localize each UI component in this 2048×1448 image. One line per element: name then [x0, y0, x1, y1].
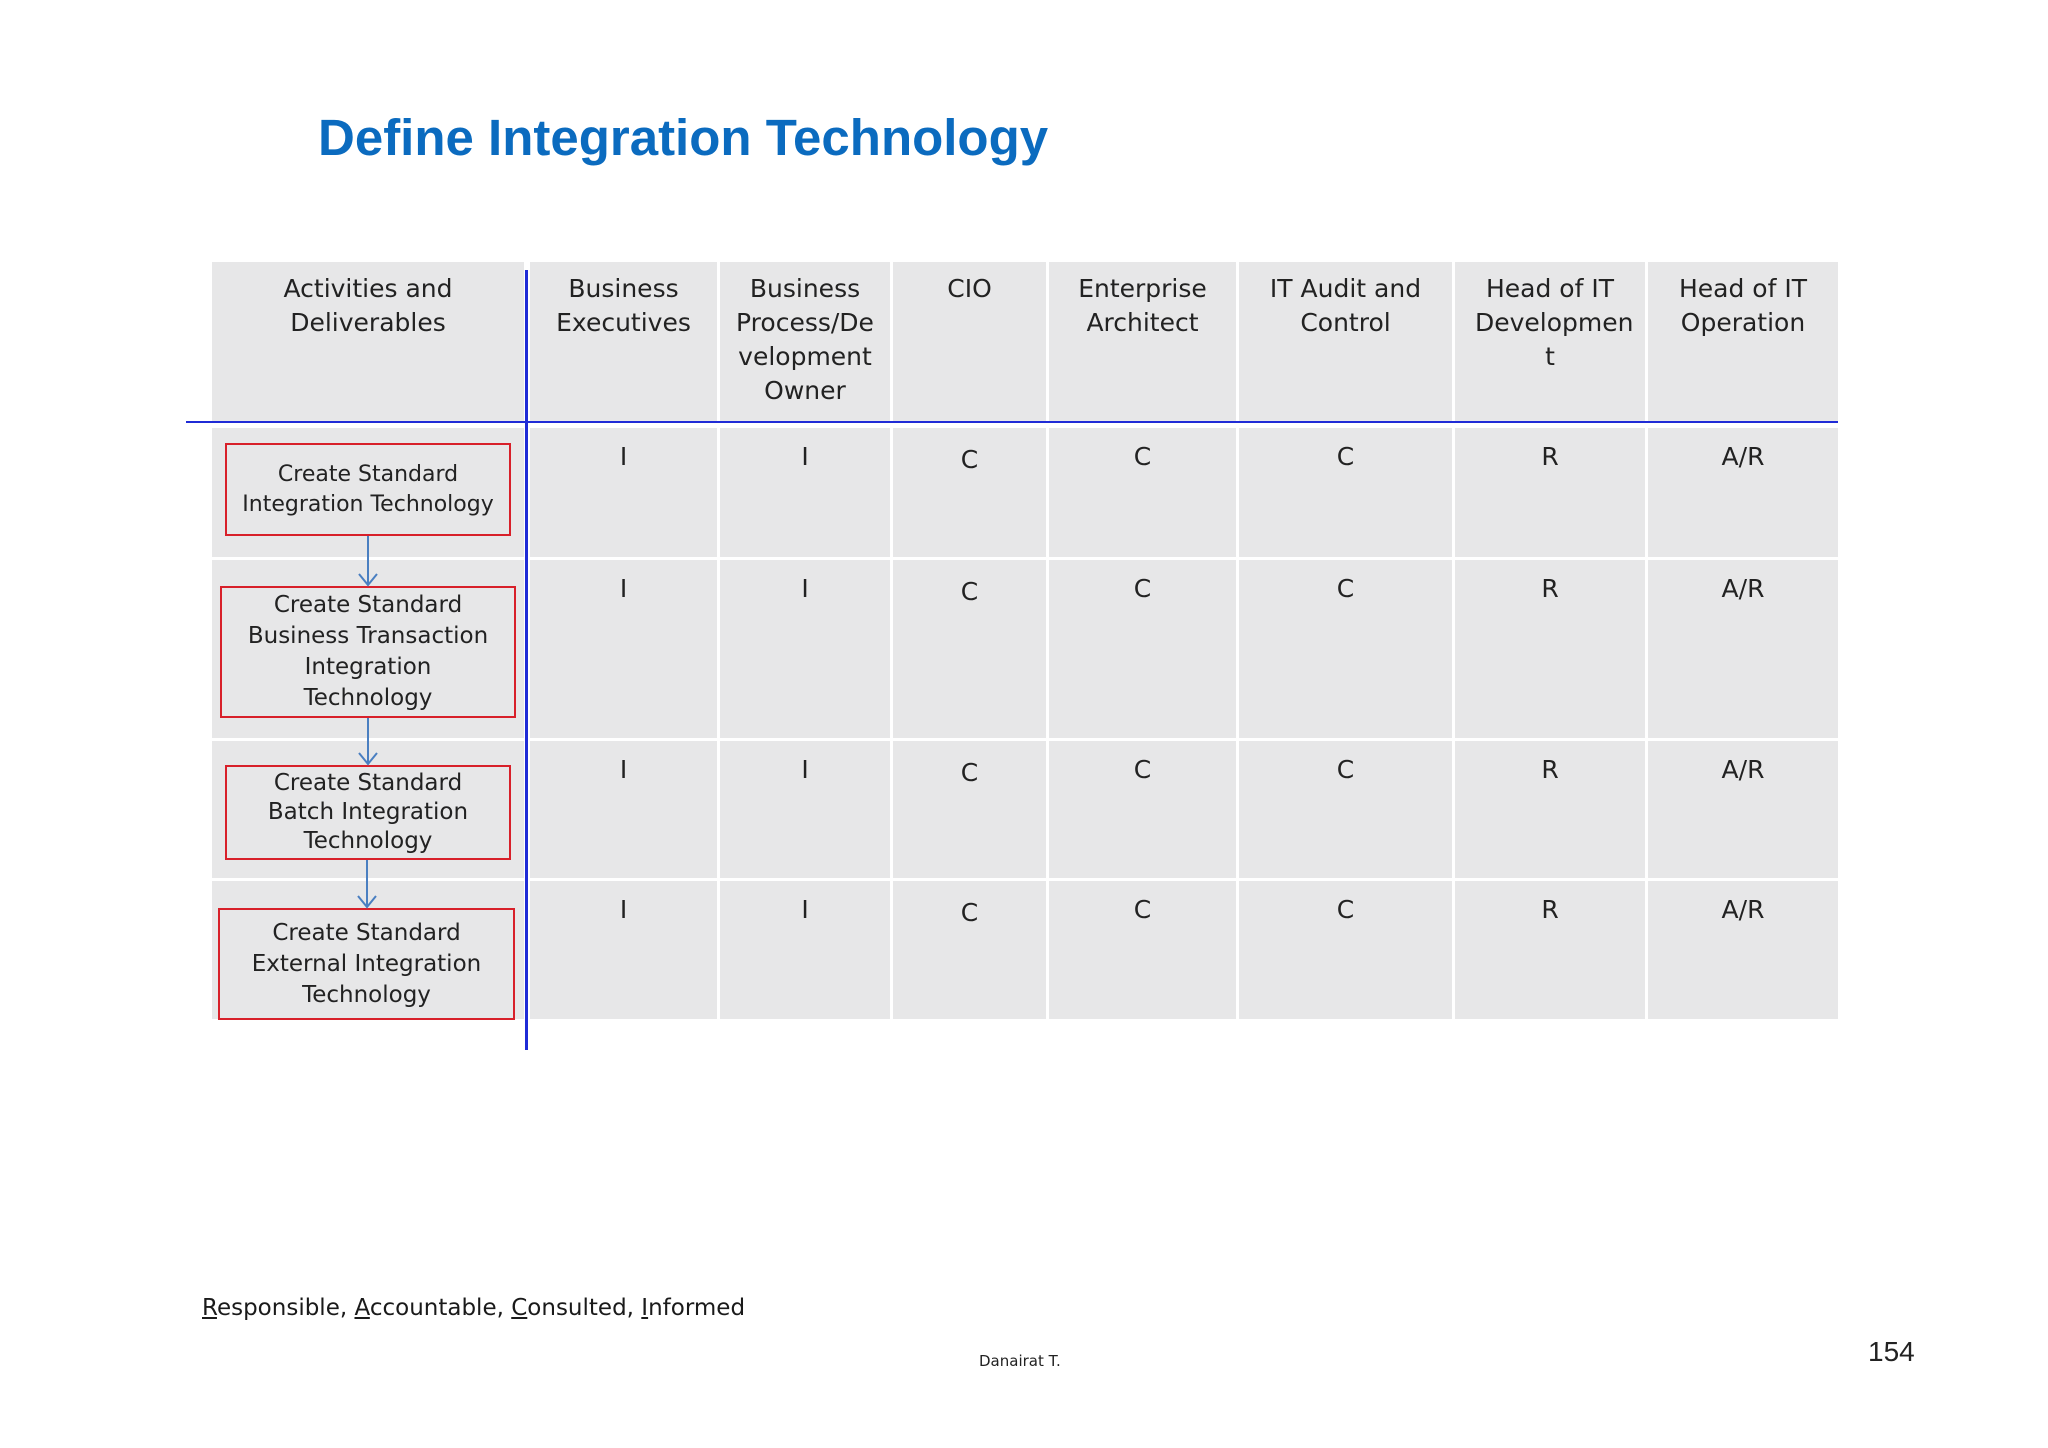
rasci-cell: C: [893, 428, 1046, 557]
activity-label: Create Standard External Integration Technology: [251, 919, 482, 1008]
header-head-it-operation-label: Head of IT Operation: [1678, 274, 1807, 337]
rasci-cell: C: [1239, 428, 1452, 557]
header-business-executives: [530, 262, 717, 421]
header-cio: [893, 262, 1046, 421]
rasci-cell: I: [720, 560, 890, 738]
rasci-cell: R: [1455, 560, 1645, 738]
header-cio-label: CIO: [947, 274, 992, 303]
activity-label: Create Standard Batch Integration Technology: [267, 770, 469, 854]
header-head-it-development-label: Head of IT Developmen t: [1475, 274, 1634, 371]
rasci-cell: A/R: [1648, 881, 1838, 1019]
legend-text: nformed: [648, 1295, 746, 1321]
page-number: 154: [1868, 1336, 1915, 1367]
legend-text: ccountable,: [369, 1295, 512, 1321]
rasci-cell: I: [720, 881, 890, 1019]
activity-label: Create Standard Integration Technology: [242, 461, 494, 517]
rasci-cell: C: [1239, 741, 1452, 878]
header-business-process-owner: [720, 262, 890, 421]
activity-label: Create Standard Business Transaction Integration Technology: [247, 592, 489, 711]
rasci-cell: A/R: [1648, 560, 1838, 738]
header-enterprise-architect: [1049, 262, 1236, 421]
legend-letter-c: C: [511, 1295, 528, 1321]
rasci-cell: C: [1239, 560, 1452, 738]
flow-arrow-icon: [355, 860, 379, 910]
legend-text: onsulted,: [527, 1295, 642, 1321]
header-activities-label: Activities and Deliverables: [283, 274, 453, 337]
rasci-cell: C: [893, 741, 1046, 878]
rasci-cell: R: [1455, 881, 1645, 1019]
rasci-cell: I: [530, 881, 717, 1019]
slide-title: Define Integration Technology: [318, 109, 1049, 166]
header-business-process-owner-label: Business Process/De velopment Owner: [736, 274, 874, 405]
activity-box-external-integration: [218, 908, 515, 1020]
rasci-cell: A/R: [1648, 428, 1838, 557]
rasci-cell: C: [1049, 741, 1236, 878]
rasci-cell: C: [1239, 881, 1452, 1019]
raci-legend: [202, 1295, 745, 1321]
rasci-cell: I: [720, 428, 890, 557]
header-activities: [212, 262, 524, 421]
header-it-audit-control: [1239, 262, 1452, 421]
header-enterprise-architect-label: Enterprise Architect: [1078, 274, 1207, 337]
rasci-cell: A/R: [1648, 741, 1838, 878]
horizontal-divider-line: [186, 421, 1838, 423]
header-head-it-operation: [1648, 262, 1838, 421]
header-head-it-development: [1455, 262, 1645, 421]
flow-arrow-icon: [356, 718, 380, 767]
legend-letter-r: R: [202, 1295, 217, 1321]
author-footer: Danairat T.: [979, 1352, 1061, 1370]
rasci-cell: C: [893, 881, 1046, 1019]
rasci-cell: I: [530, 428, 717, 557]
rasci-cell: C: [1049, 560, 1236, 738]
rasci-cell: I: [530, 560, 717, 738]
activity-box-batch-integration: [225, 765, 511, 860]
rasci-cell: I: [720, 741, 890, 878]
legend-letter-a: A: [354, 1295, 370, 1321]
flow-arrow-icon: [356, 536, 380, 588]
rasci-cell: R: [1455, 428, 1645, 557]
rasci-cell: C: [893, 560, 1046, 738]
header-it-audit-control-label: IT Audit and Control: [1269, 274, 1422, 337]
rasci-cell: C: [1049, 428, 1236, 557]
activity-box-business-transaction: [220, 586, 516, 718]
rasci-cell: I: [530, 741, 717, 878]
legend-text: esponsible,: [216, 1295, 355, 1321]
activity-box-standard-integration: [225, 443, 511, 536]
vertical-divider-line: [525, 270, 528, 1050]
header-business-executives-label: Business Executives: [556, 274, 691, 337]
legend-letter-i: I: [641, 1295, 649, 1321]
rasci-cell: C: [1049, 881, 1236, 1019]
rasci-cell: R: [1455, 741, 1645, 878]
